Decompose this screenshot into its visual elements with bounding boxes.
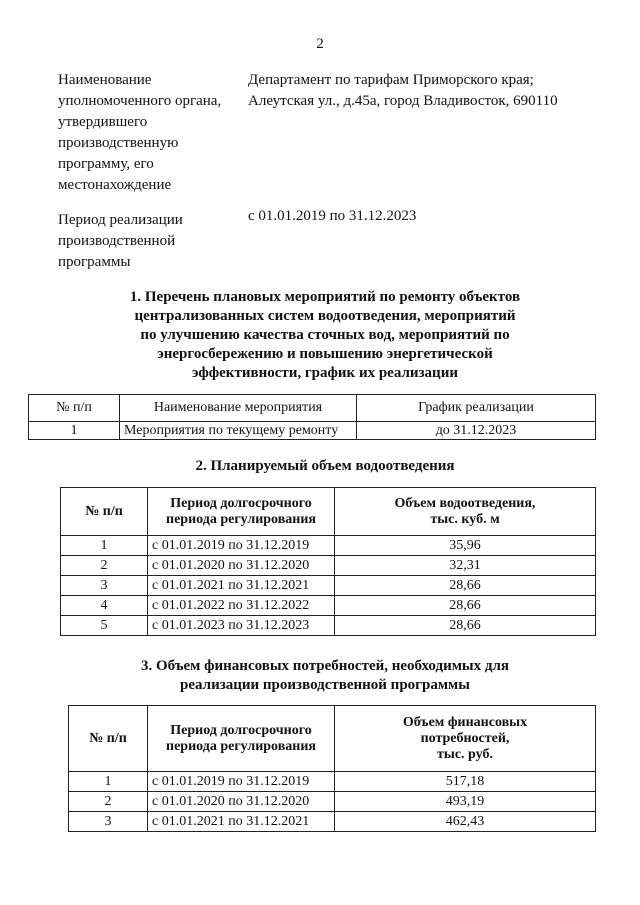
cell-volume: 28,66 [335,576,596,596]
period-label-line: производственной [58,233,176,249]
section2-heading: 2. Планируемый объем водоотведения [195,458,455,474]
section1-heading-line: 1. Перечень плановых мероприятий по ремонту объектов [129,289,521,305]
authority-value-line: Алеутская ул., д.45а, город Владивосток, 690110 [248,93,558,109]
period-value: с 01.01.2019 по 31.12.2023 [248,208,417,224]
cell-schedule: до 31.12.2023 [357,422,596,440]
activities-table [28,394,596,440]
header-period-line: периода регулирования [166,511,316,527]
cell-number: 4 [61,596,148,616]
section3-heading [60,657,590,695]
header-financial-line: потребностей, [420,730,510,746]
cell-financial: 462,43 [335,812,596,832]
header-volume-line: тыс. куб. м [430,511,500,527]
header-period [148,488,335,536]
cell-volume: 35,96 [335,536,596,556]
authority-label-line: утвердившего [58,114,148,130]
table-row [29,422,596,440]
wastewater-volume-table [60,487,596,636]
table-row [69,812,596,832]
cell-period: с 01.01.2019 по 31.12.2019 [148,772,335,792]
header-volume [335,488,596,536]
table-row [61,536,596,556]
table-row [61,596,596,616]
period-label-line: программы [58,254,131,270]
table-header-row [69,706,596,772]
cell-number: 2 [69,792,148,812]
section1-heading-line: эффективности, график их реализации [192,365,458,381]
authority-label [58,70,248,196]
section1-heading-line: энергосбережению и повышению энергетической [157,346,493,362]
cell-volume: 28,66 [335,616,596,636]
period-label [58,210,248,273]
cell-number: 1 [69,772,148,792]
cell-number: 3 [69,812,148,832]
cell-period: с 01.01.2023 по 31.12.2023 [148,616,335,636]
cell-number: 2 [61,556,148,576]
cell-volume: 32,31 [335,556,596,576]
cell-number: 1 [29,422,120,440]
table-row [61,576,596,596]
table-header-row [61,488,596,536]
cell-activity: Мероприятия по текущему ремонту [120,422,357,440]
section3-heading-line: 3. Объем финансовых потребностей, необходимых для [140,658,510,674]
header-period-line: периода регулирования [166,738,316,754]
header-period-line: Период долгосрочного [170,722,312,738]
cell-period: с 01.01.2020 по 31.12.2020 [148,792,335,812]
section1-heading-line: централизованных систем водоотведения, мероприятий [134,308,516,324]
authority-label-line: программу, его [58,156,154,172]
table-header-row [29,395,596,422]
header-period-line: Период долгосрочного [170,495,312,511]
header-schedule: График реализации [357,395,596,422]
authority-value [248,70,618,112]
header-period [148,706,335,772]
header-number: № п/п [69,706,148,772]
cell-number: 5 [61,616,148,636]
section1-heading-line: по улучшению качества сточных вод, мероприятий по [140,327,510,343]
cell-period: с 01.01.2021 по 31.12.2021 [148,576,335,596]
section1-heading [60,288,590,383]
cell-number: 3 [61,576,148,596]
section3-heading-line: реализации производственной программы [180,677,470,693]
table-row [69,792,596,812]
cell-period: с 01.01.2020 по 31.12.2020 [148,556,335,576]
header-activity: Наименование мероприятия [120,395,357,422]
cell-financial: 493,19 [335,792,596,812]
cell-financial: 517,18 [335,772,596,792]
authority-label-line: производственную [58,135,179,151]
cell-volume: 28,66 [335,596,596,616]
page-number: 2 [316,36,324,52]
cell-period: с 01.01.2022 по 31.12.2022 [148,596,335,616]
header-financial [335,706,596,772]
header-number: № п/п [29,395,120,422]
header-financial-line: тыс. руб. [437,746,493,762]
period-label-line: Период реализации [58,212,183,228]
table-row [61,616,596,636]
table-row [61,556,596,576]
authority-label-line: Наименование [58,72,152,88]
financial-needs-table [68,705,596,832]
authority-label-line: местонахождение [58,177,172,193]
cell-number: 1 [61,536,148,556]
table-row [69,772,596,792]
header-financial-line: Объем финансовых [402,714,528,730]
cell-period: с 01.01.2019 по 31.12.2019 [148,536,335,556]
cell-period: с 01.01.2021 по 31.12.2021 [148,812,335,832]
header-volume-line: Объем водоотведения, [394,495,536,511]
authority-value-line: Департамент по тарифам Приморского края; [248,72,534,88]
header-number: № п/п [61,488,148,536]
authority-label-line: уполномоченного органа, [58,93,222,109]
